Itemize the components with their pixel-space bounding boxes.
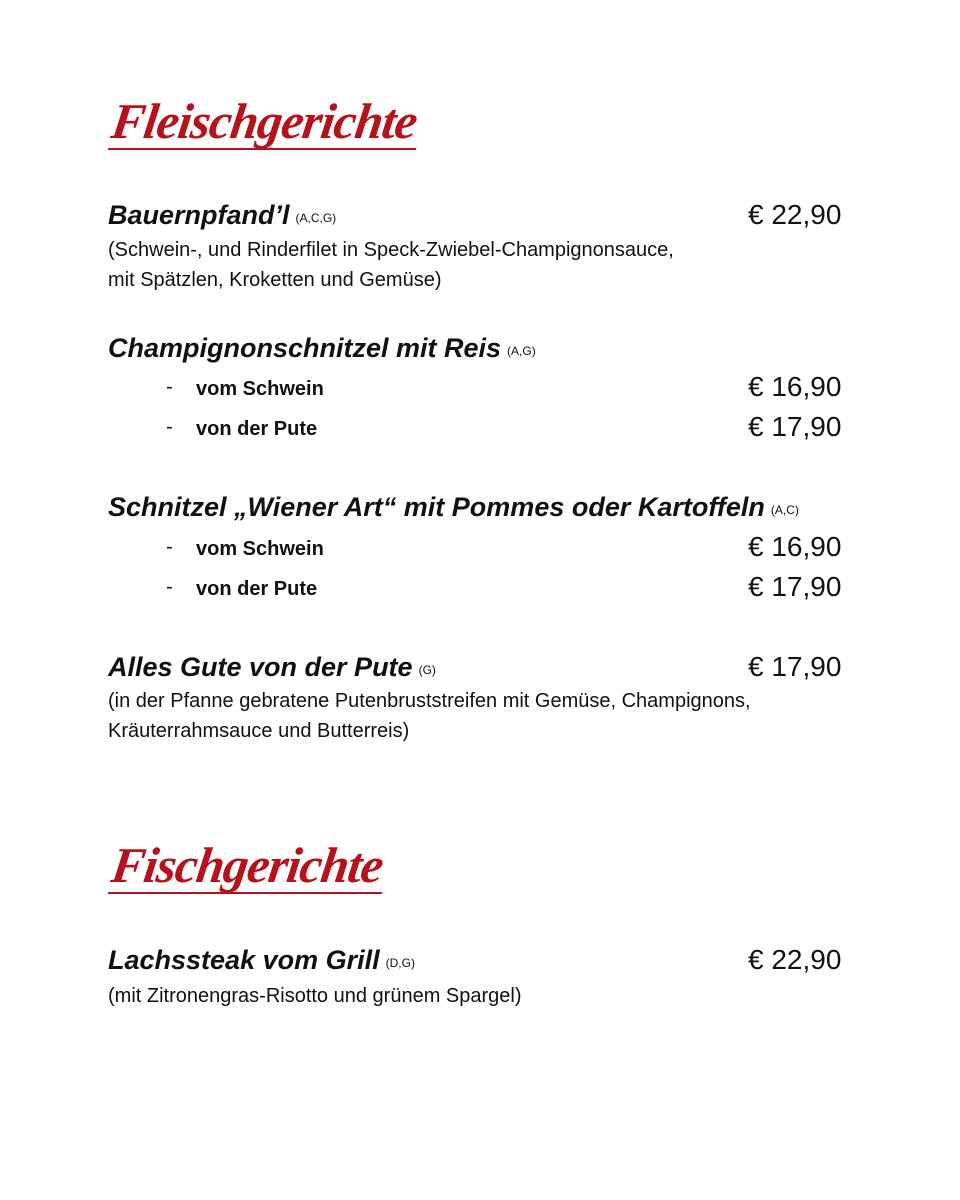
variant-label: vom Schwein bbox=[196, 538, 324, 560]
variant-dash: - bbox=[166, 416, 173, 438]
variant-label: von der Pute bbox=[196, 578, 318, 600]
variant-price: € 17,90 bbox=[748, 571, 842, 602]
variant-label: vom Schwein bbox=[196, 378, 324, 400]
dish-name: Schnitzel „Wiener Art“ mit Pommes oder Kartoffeln bbox=[108, 492, 765, 522]
dish-title-alles-gute-von-der-pute bbox=[108, 651, 436, 686]
allergen-info: (A,G) bbox=[507, 344, 536, 358]
variant-dash: - bbox=[166, 376, 173, 398]
dish-price: € 22,90 bbox=[748, 199, 842, 230]
section-heading-fischgerichte: Fischgerichte bbox=[108, 840, 390, 894]
dish-price: € 17,90 bbox=[748, 651, 842, 682]
dish-name: Champignonschnitzel mit Reis bbox=[108, 333, 502, 363]
allergen-info: (A,C,G) bbox=[295, 211, 337, 225]
dish-title-champignonschnitzel bbox=[108, 332, 536, 367]
dish-title-bauernpfandl bbox=[108, 199, 336, 234]
allergen-info: (A,C) bbox=[770, 503, 799, 517]
dish-description: (mit Zitronengras-Risotto und grünem Spargel) bbox=[108, 985, 522, 1007]
variant-dash: - bbox=[166, 576, 173, 598]
variant-price: € 16,90 bbox=[748, 371, 842, 402]
dish-title-schnitzel-wiener-art bbox=[108, 491, 799, 526]
variant-dash: - bbox=[166, 536, 173, 558]
dish-name: Lachssteak vom Grill bbox=[108, 945, 380, 975]
dish-description: (in der Pfanne gebratene Putenbruststreifen mit Gemüse, Champignons, Kräuterrahmsauce und Butterreis) bbox=[108, 690, 751, 742]
section-heading-fleischgerichte: Fleischgerichte bbox=[108, 96, 424, 150]
allergen-info: (D,G) bbox=[385, 956, 415, 970]
dish-description: (Schwein-, und Rinderfilet in Speck-Zwiebel-Champignonsauce, mit Spätzlen, Kroketten und Gemüse) bbox=[108, 239, 674, 291]
variant-price: € 17,90 bbox=[748, 411, 842, 442]
variant-price: € 16,90 bbox=[748, 531, 842, 562]
dish-price: € 22,90 bbox=[748, 944, 842, 975]
dish-title-lachssteak bbox=[108, 944, 415, 979]
variant-label: von der Pute bbox=[196, 418, 318, 440]
allergen-info: (G) bbox=[418, 663, 436, 677]
dish-name: Bauernpfand’l bbox=[108, 200, 290, 230]
dish-name: Alles Gute von der Pute bbox=[108, 652, 413, 682]
